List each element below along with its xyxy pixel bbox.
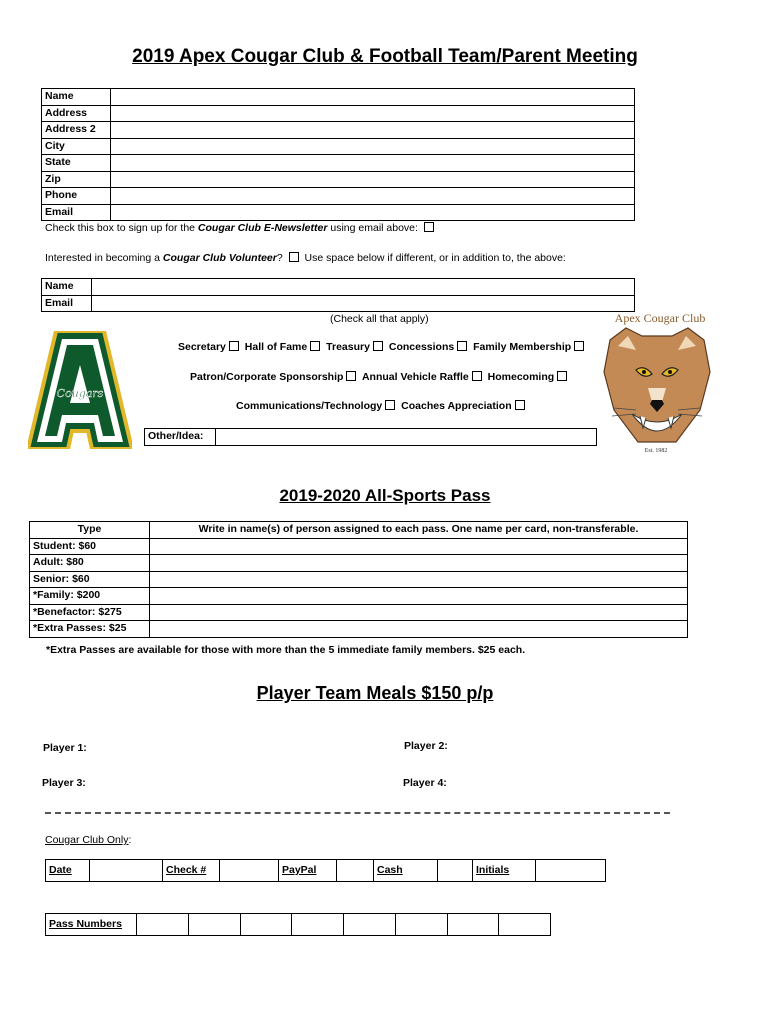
newsletter-checkbox[interactable] [424,222,434,232]
payment-label-cash: Cash [374,860,438,882]
player-4-label: Player 4: [403,777,447,789]
pass-type: Student: $60 [30,538,150,555]
player-3-label: Player 3: [42,777,86,789]
volunteer-checkbox[interactable] [289,252,299,262]
contact-address-field[interactable] [111,105,635,122]
contact-label: Name [42,89,111,106]
family-membership-checkbox[interactable] [574,341,584,351]
pass-type: Senior: $60 [30,571,150,588]
pass-table [29,521,688,638]
payment-label-initials: Initials [473,860,536,882]
other-idea-label: Other/Idea: [145,429,216,446]
volunteer-line: Interested in becoming a Cougar Club Volunteer? Use space below if different, or in addition to, the above: [45,252,566,264]
volunteer-label: Email [42,295,92,312]
communications-checkbox[interactable] [385,400,395,410]
newsletter-line: Check this box to sign up for the Cougar Club E-Newsletter using email above: [45,222,437,234]
player-2-label: Player 2: [404,740,448,752]
player-1-label: Player 1: [43,742,87,754]
contact-name-field[interactable] [111,89,635,106]
cash-field[interactable] [438,860,473,882]
pass-number-cell[interactable] [395,914,447,936]
initials-field[interactable] [536,860,606,882]
concessions-checkbox[interactable] [457,341,467,351]
contact-label: Phone [42,188,111,205]
club-only-label: Cougar Club Only: [45,834,132,846]
meals-section-title: Player Team Meals $150 p/p [256,683,494,703]
contact-email-field[interactable] [111,204,635,221]
volunteer-label: Name [42,279,92,296]
pass-header-names: Write in name(s) of person assigned to each pass. One name per card, non-transferable. [150,522,688,539]
secretary-checkbox[interactable] [229,341,239,351]
pass-note: *Extra Passes are available for those with more than the 5 immediate family members. $25 each. [46,644,526,656]
other-idea-field[interactable] [216,429,597,446]
pass-header-type: Type [30,522,150,539]
volunteer-table [41,278,635,312]
contact-label: Zip [42,171,111,188]
volunteer-name-field[interactable] [92,279,635,296]
pass-numbers-label: Pass Numbers [46,914,137,936]
pass-number-cell[interactable] [447,914,499,936]
pass-numbers-table [45,913,551,936]
contact-phone-field[interactable] [111,188,635,205]
payment-label-paypal: PayPal [279,860,337,882]
contact-label: Address 2 [42,122,111,139]
pass-senior-field[interactable] [150,571,688,588]
contact-zip-field[interactable] [111,171,635,188]
payment-label-check: Check # [163,860,220,882]
hall-of-fame-checkbox[interactable] [310,341,320,351]
contact-label: State [42,155,111,172]
pass-number-cell[interactable] [292,914,344,936]
check-all-note: (Check all that apply) [330,313,429,325]
roles-row-1: Secretary Hall of Fame Treasury Concessions Family Membership [178,341,587,353]
date-field[interactable] [90,860,163,882]
pass-family-field[interactable] [150,588,688,605]
svg-text:Est. 1982: Est. 1982 [644,448,668,454]
sponsorship-checkbox[interactable] [346,371,356,381]
cougars-a-logo [28,331,132,449]
treasury-checkbox[interactable] [373,341,383,351]
pass-number-cell[interactable] [344,914,396,936]
pass-extra-field[interactable] [150,621,688,638]
check-number-field[interactable] [220,860,279,882]
roles-row-3: Communications/Technology Coaches Appreciation [236,400,528,412]
contact-label: Address [42,105,111,122]
paypal-field[interactable] [337,860,374,882]
page-title: 2019 Apex Cougar Club & Football Team/Parent Meeting [132,46,638,67]
payment-label-date: Date [46,860,90,882]
pass-type: Adult: $80 [30,555,150,572]
contact-city-field[interactable] [111,138,635,155]
payment-table [45,859,606,882]
pass-type: *Family: $200 [30,588,150,605]
pass-type: *Benefactor: $275 [30,604,150,621]
contact-label: City [42,138,111,155]
contact-label: Email [42,204,111,221]
apex-cougar-club-logo [596,310,718,456]
coaches-appreciation-checkbox[interactable] [515,400,525,410]
volunteer-email-field[interactable] [92,295,635,312]
contact-address2-field[interactable] [111,122,635,139]
homecoming-checkbox[interactable] [557,371,567,381]
pass-adult-field[interactable] [150,555,688,572]
roles-row-2: Patron/Corporate Sponsorship Annual Vehicle Raffle Homecoming [190,371,570,383]
vehicle-raffle-checkbox[interactable] [472,371,482,381]
divider [45,812,670,814]
pass-number-cell[interactable] [188,914,240,936]
other-idea-table [144,428,597,446]
pass-number-cell[interactable] [499,914,551,936]
pass-student-field[interactable] [150,538,688,555]
pass-number-cell[interactable] [137,914,189,936]
pass-type: *Extra Passes: $25 [30,621,150,638]
contact-table [41,88,635,221]
pass-section-title: 2019-2020 All-Sports Pass [279,486,491,505]
pass-number-cell[interactable] [240,914,292,936]
contact-state-field[interactable] [111,155,635,172]
svg-text:Apex Cougar Club: Apex Cougar Club [614,311,706,325]
pass-benefactor-field[interactable] [150,604,688,621]
svg-text:Cougars: Cougars [56,387,104,400]
